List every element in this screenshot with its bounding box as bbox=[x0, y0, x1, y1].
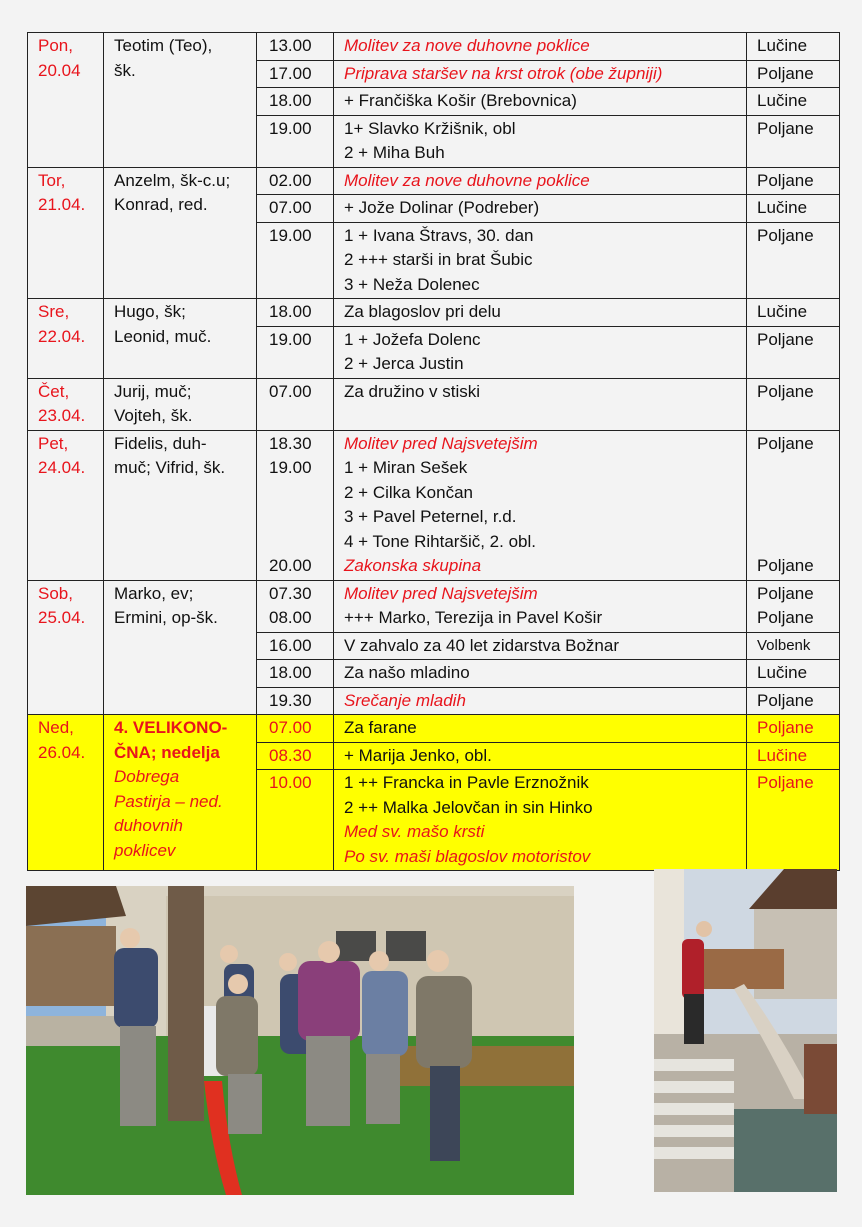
saint-name: Jurij, muč; bbox=[114, 381, 192, 401]
time-cell bbox=[257, 222, 334, 299]
time-cell bbox=[257, 115, 334, 167]
mass-intention: 2 +++ starši in brat Šubic bbox=[344, 250, 533, 269]
intention-cell bbox=[334, 33, 747, 61]
intention-cell bbox=[334, 167, 747, 195]
saints-cell bbox=[104, 378, 257, 430]
mass-schedule-table bbox=[27, 32, 840, 871]
day-label: 22.04. bbox=[38, 326, 86, 346]
mass-intention: 2 + Cilka Končan bbox=[344, 482, 473, 502]
day-cell bbox=[28, 167, 104, 299]
saint-name: 4. VELIKONO- bbox=[114, 718, 228, 737]
mass-place bbox=[757, 481, 835, 506]
mass-place: Lučine bbox=[757, 302, 808, 321]
mass-place: Poljane bbox=[757, 556, 814, 575]
day-cell bbox=[28, 715, 104, 871]
time-cell bbox=[257, 687, 334, 715]
saint-name: Fidelis, duh- bbox=[114, 433, 207, 453]
mass-intention: 1 + Ivana Štravs, 30. dan bbox=[344, 225, 534, 245]
mass-intention: Za blagoslov pri delu bbox=[344, 302, 501, 321]
intention-cell bbox=[334, 742, 747, 770]
place-cell bbox=[747, 430, 840, 580]
saint-name: Dobrega bbox=[114, 767, 180, 786]
saint-name: Vojteh, šk. bbox=[114, 406, 193, 425]
mass-time: 17.00 bbox=[269, 63, 312, 83]
mass-intention: Molitev pred Najsvetejšim bbox=[344, 433, 538, 453]
saints-cell bbox=[104, 580, 257, 715]
mass-place: Poljane bbox=[757, 381, 814, 401]
mass-place: Poljane bbox=[757, 63, 814, 83]
saint-name: Konrad, red. bbox=[114, 195, 208, 214]
place-cell bbox=[747, 742, 840, 770]
day-cell bbox=[28, 430, 104, 580]
day-label: 23.04. bbox=[38, 406, 86, 425]
day-cell bbox=[28, 378, 104, 430]
place-cell bbox=[747, 770, 840, 871]
day-label: Sob, bbox=[38, 583, 73, 603]
mass-time: 19.00 bbox=[269, 329, 312, 349]
mass-time: 19.00 bbox=[269, 458, 312, 477]
intention-cell bbox=[334, 195, 747, 223]
place-cell bbox=[747, 378, 840, 430]
intention-cell bbox=[334, 430, 747, 580]
mass-time: 10.00 bbox=[269, 773, 312, 792]
mass-time: 18.30 bbox=[269, 433, 312, 453]
mass-place: Volbenk bbox=[757, 636, 811, 654]
mass-place: Poljane bbox=[757, 329, 814, 349]
saints-cell bbox=[104, 167, 257, 299]
schedule-row bbox=[28, 715, 840, 743]
mass-time bbox=[269, 530, 329, 555]
day-label: Pet, bbox=[38, 433, 69, 453]
mass-place: Poljane bbox=[757, 118, 814, 138]
mass-place: Lučine bbox=[757, 663, 808, 682]
mass-place: Lučine bbox=[757, 198, 808, 217]
day-cell bbox=[28, 580, 104, 715]
mass-intention: 2 + Miha Buh bbox=[344, 143, 445, 162]
place-cell bbox=[747, 222, 840, 299]
mass-time: 07.30 bbox=[269, 583, 312, 603]
mass-intention: 1+ Slavko Kržišnik, obl bbox=[344, 118, 516, 138]
mass-place: Poljane bbox=[757, 225, 814, 245]
mass-place: Poljane bbox=[757, 718, 814, 737]
mass-intention: + Marija Jenko, obl. bbox=[344, 745, 492, 765]
mass-intention: 4 + Tone Rihtaršič, 2. obl. bbox=[344, 531, 536, 551]
time-cell bbox=[257, 326, 334, 378]
place-cell bbox=[747, 115, 840, 167]
mass-intention: Molitev pred Najsvetejšim bbox=[344, 583, 538, 603]
intention-cell bbox=[334, 60, 747, 88]
time-cell bbox=[257, 660, 334, 688]
mass-intention: 2 + Jerca Justin bbox=[344, 354, 464, 373]
mass-time: 18.00 bbox=[269, 663, 312, 682]
mass-time bbox=[269, 505, 329, 530]
place-cell bbox=[747, 580, 840, 632]
place-cell bbox=[747, 33, 840, 61]
saint-name: šk. bbox=[114, 60, 136, 80]
day-label: 25.04. bbox=[38, 608, 86, 627]
mass-place: Poljane bbox=[757, 608, 814, 627]
intention-cell bbox=[334, 88, 747, 116]
intention-cell bbox=[334, 580, 747, 632]
place-cell bbox=[747, 60, 840, 88]
mass-place bbox=[757, 530, 835, 555]
group-photo-bricklayers bbox=[26, 886, 574, 1195]
mass-time: 19.00 bbox=[269, 118, 312, 138]
intention-cell bbox=[334, 715, 747, 743]
time-cell bbox=[257, 195, 334, 223]
mass-time: 13.00 bbox=[269, 36, 312, 55]
mass-intention: Po sv. maši blagoslov motoristov bbox=[344, 846, 591, 866]
day-label: 24.04. bbox=[38, 458, 86, 477]
mass-intention: Za družino v stiski bbox=[344, 381, 481, 401]
saints-cell bbox=[104, 430, 257, 580]
mass-intention: Zakonska skupina bbox=[344, 556, 482, 575]
time-cell bbox=[257, 715, 334, 743]
photo-worker-mixing-concrete bbox=[654, 869, 837, 1192]
saint-name: muč; Vifrid, šk. bbox=[114, 458, 226, 477]
time-cell bbox=[257, 60, 334, 88]
mass-intention: Za farane bbox=[344, 718, 417, 737]
saints-cell bbox=[104, 33, 257, 168]
mass-intention: V zahvalo za 40 let zidarstva Božnar bbox=[344, 635, 619, 655]
place-cell bbox=[747, 715, 840, 743]
intention-cell bbox=[334, 687, 747, 715]
schedule-row bbox=[28, 430, 840, 580]
place-cell bbox=[747, 660, 840, 688]
mass-intention: 1 ++ Francka in Pavle Erznožnik bbox=[344, 773, 589, 792]
mass-intention: 1 + Miran Sešek bbox=[344, 458, 468, 477]
saint-name: Anzelm, šk-c.u; bbox=[114, 170, 231, 190]
saint-name: ČNA; nedelja bbox=[114, 742, 220, 762]
day-label: Pon, bbox=[38, 36, 73, 55]
mass-time bbox=[269, 481, 329, 506]
schedule-row bbox=[28, 378, 840, 430]
saint-name: Hugo, šk; bbox=[114, 302, 186, 321]
place-cell bbox=[747, 167, 840, 195]
day-label: Čet, bbox=[38, 381, 70, 401]
day-label: Tor, bbox=[38, 170, 66, 190]
mass-place: Poljane bbox=[757, 690, 814, 710]
saints-cell bbox=[104, 299, 257, 379]
time-cell bbox=[257, 580, 334, 632]
day-label: 20.04 bbox=[38, 60, 81, 80]
time-cell bbox=[257, 33, 334, 61]
mass-intention: + Frančiška Košir (Brebovnica) bbox=[344, 91, 577, 110]
day-cell bbox=[28, 299, 104, 379]
day-cell bbox=[28, 33, 104, 168]
mass-intention: Molitev za nove duhovne poklice bbox=[344, 170, 590, 190]
intention-cell bbox=[334, 660, 747, 688]
intention-cell bbox=[334, 378, 747, 430]
mass-intention: Priprava staršev na krst otrok (obe župniji) bbox=[344, 63, 663, 83]
mass-place: Poljane bbox=[757, 773, 814, 792]
mass-time: 19.30 bbox=[269, 690, 312, 710]
mass-time: 20.00 bbox=[269, 556, 312, 575]
time-cell bbox=[257, 167, 334, 195]
mass-intention: Srečanje mladih bbox=[344, 690, 466, 710]
saint-name: Teotim (Teo), bbox=[114, 36, 213, 55]
intention-cell bbox=[334, 115, 747, 167]
saint-name: duhovnih bbox=[114, 816, 184, 835]
intention-cell bbox=[334, 222, 747, 299]
mass-intention: Molitev za nove duhovne poklice bbox=[344, 36, 590, 55]
mass-time: 16.00 bbox=[269, 635, 312, 655]
saint-name: poklicev bbox=[114, 840, 176, 860]
time-cell bbox=[257, 88, 334, 116]
mass-intention: + Jože Dolinar (Podreber) bbox=[344, 198, 540, 217]
place-cell bbox=[747, 326, 840, 378]
mass-time: 02.00 bbox=[269, 170, 312, 190]
schedule-row bbox=[28, 167, 840, 195]
place-cell bbox=[747, 687, 840, 715]
mass-time: 18.00 bbox=[269, 302, 312, 321]
mass-time: 08.00 bbox=[269, 608, 312, 627]
time-cell bbox=[257, 770, 334, 871]
schedule-row bbox=[28, 299, 840, 327]
mass-place: Poljane bbox=[757, 433, 814, 453]
intention-cell bbox=[334, 299, 747, 327]
mass-intention: 3 + Neža Dolenec bbox=[344, 274, 480, 294]
mass-intention: 2 ++ Malka Jelovčan in sin Hinko bbox=[344, 797, 593, 817]
day-label: Ned, bbox=[38, 718, 74, 737]
time-cell bbox=[257, 299, 334, 327]
mass-intention: +++ Marko, Terezija in Pavel Košir bbox=[344, 608, 603, 627]
intention-cell bbox=[334, 632, 747, 660]
schedule-row bbox=[28, 580, 840, 632]
mass-place: Lučine bbox=[757, 745, 808, 765]
mass-time: 18.00 bbox=[269, 91, 312, 110]
mass-time: 07.00 bbox=[269, 198, 312, 217]
mass-place bbox=[757, 456, 835, 481]
day-label: 21.04. bbox=[38, 195, 86, 214]
mass-time: 07.00 bbox=[269, 718, 312, 737]
mass-time: 07.00 bbox=[269, 381, 312, 401]
schedule-row bbox=[28, 33, 840, 61]
intention-cell bbox=[334, 326, 747, 378]
day-label: 26.04. bbox=[38, 742, 86, 762]
time-cell bbox=[257, 742, 334, 770]
place-cell bbox=[747, 632, 840, 660]
mass-place: Poljane bbox=[757, 583, 814, 603]
intention-cell bbox=[334, 770, 747, 871]
day-label: Sre, bbox=[38, 302, 70, 321]
mass-time: 19.00 bbox=[269, 225, 312, 245]
place-cell bbox=[747, 299, 840, 327]
mass-intention: 1 + Jožefa Dolenc bbox=[344, 329, 481, 349]
mass-time: 08.30 bbox=[269, 745, 312, 765]
mass-place: Lučine bbox=[757, 91, 808, 110]
time-cell bbox=[257, 632, 334, 660]
time-cell bbox=[257, 378, 334, 430]
mass-place: Lučine bbox=[757, 36, 808, 55]
saint-name: Marko, ev; bbox=[114, 583, 194, 603]
mass-intention: Med sv. mašo krsti bbox=[344, 822, 485, 841]
place-cell bbox=[747, 195, 840, 223]
mass-intention: Za našo mladino bbox=[344, 663, 470, 682]
saints-cell bbox=[104, 715, 257, 871]
place-cell bbox=[747, 88, 840, 116]
mass-intention: 3 + Pavel Peternel, r.d. bbox=[344, 507, 517, 526]
saint-name: Leonid, muč. bbox=[114, 326, 212, 346]
saint-name: Ermini, op-šk. bbox=[114, 608, 218, 627]
mass-place: Poljane bbox=[757, 170, 814, 190]
saint-name: Pastirja – ned. bbox=[114, 791, 223, 811]
mass-place bbox=[757, 505, 835, 530]
time-cell bbox=[257, 430, 334, 580]
